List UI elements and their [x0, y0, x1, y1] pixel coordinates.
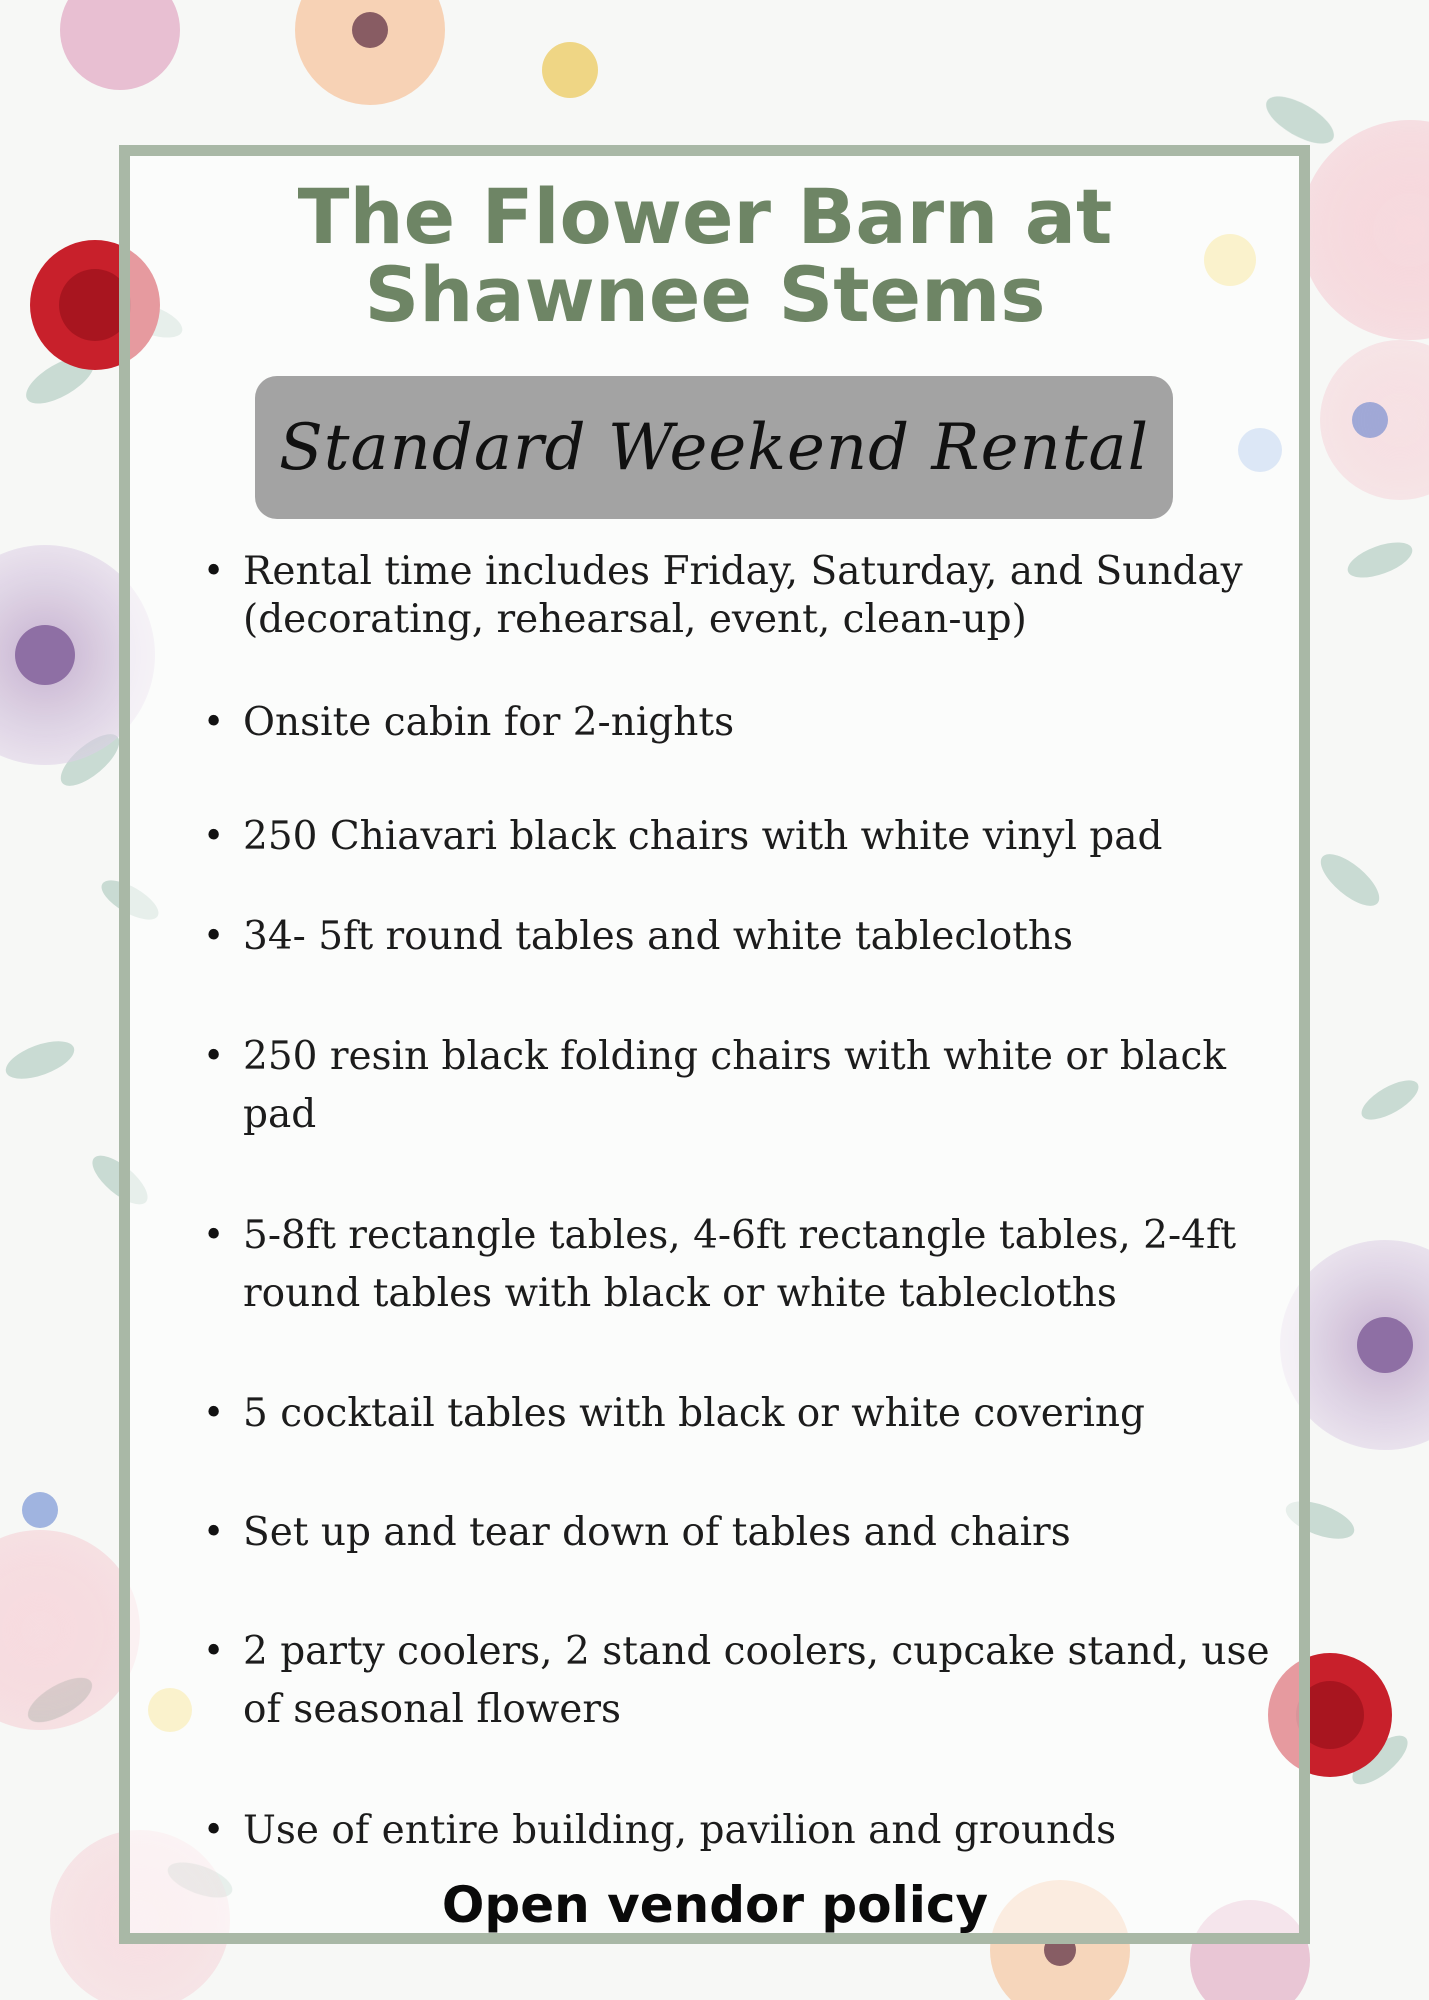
banner-label: Standard Weekend Rental [278, 410, 1150, 485]
list-item: • Use of entire building, pavilion and grounds [243, 1802, 1273, 1860]
list-item: • 2 party coolers, 2 stand coolers, cupcake stand, use of seasonal flowers [243, 1623, 1273, 1739]
list-item: • 5-8ft rectangle tables, 4-6ft rectangle tables, 2-4ft round tables with black or white tablecloths [243, 1207, 1273, 1323]
page-title [200, 172, 1210, 339]
rental-banner [255, 376, 1173, 519]
list-item: • Rental time includes Friday, Saturday, and Sunday (decorating, rehearsal, event, clean-up) [243, 548, 1273, 644]
title-line-1: The Flower Barn at [297, 172, 1113, 261]
list-item: • Set up and tear down of tables and chairs [243, 1504, 1273, 1562]
list-item: • 250 resin black folding chairs with white or black pad [243, 1028, 1273, 1144]
list-item: • Onsite cabin for 2-nights [243, 694, 1273, 752]
list-item: • 250 Chiavari black chairs with white vinyl pad [243, 808, 1273, 866]
list-item: • 34- 5ft round tables and white tablecloths [243, 908, 1273, 966]
list-item: • 5 cocktail tables with black or white covering [243, 1385, 1273, 1443]
vendor-policy-footer: Open vendor policy [441, 1876, 989, 1934]
title-line-2: Shawnee Stems [364, 250, 1046, 339]
